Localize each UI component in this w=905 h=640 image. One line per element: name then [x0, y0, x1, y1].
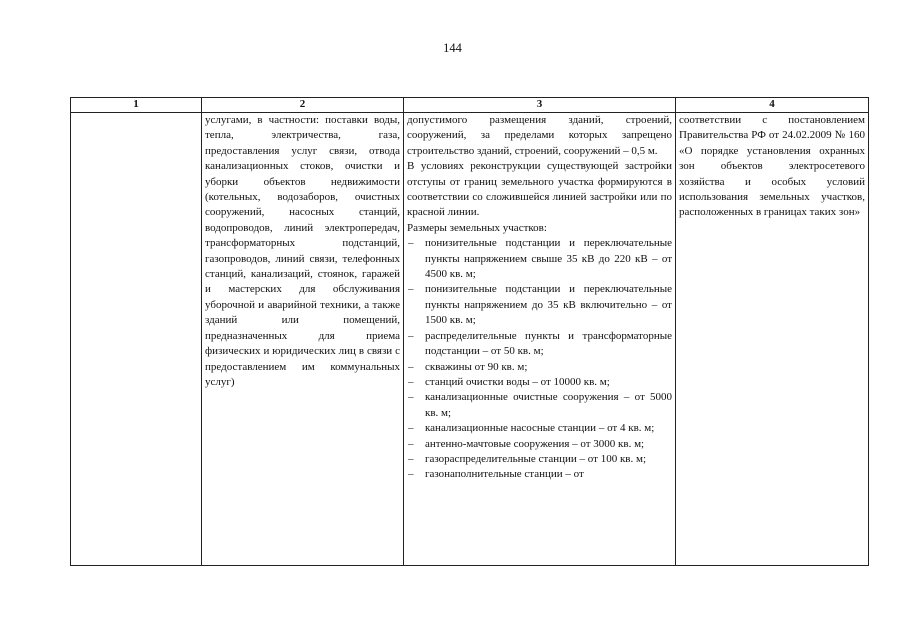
- cell-col-1: [71, 113, 202, 566]
- cell-col-4: [676, 113, 869, 566]
- column-header-3: 3: [404, 98, 676, 113]
- list-item: – антенно-мачтовые сооружения – от 3000 кв. м;: [408, 437, 645, 450]
- list-item: – канализационные насосные станции – от 4 кв. м;: [408, 422, 655, 435]
- reconstruction-paragraph: В условиях реконструкции существующей застройки отступы от границ земельного участка формируются в соответствии со сложившейся линией застройки или по красной линии.: [407, 160, 672, 219]
- list-item: – газораспределительные станции – от 100 кв. м;: [408, 452, 646, 465]
- list-item: – распределительные пункты и трансформаторные подстанции – от 50 кв. м;: [408, 329, 672, 358]
- table-row: [71, 113, 869, 566]
- setback-paragraph: допустимого размещения зданий, строений, сооружений, за пределами которых запрещено строительство зданий, строений, сооружений – 0,5 м.: [407, 114, 672, 157]
- plot-sizes-list: [407, 236, 672, 483]
- cell-col-3: [404, 113, 676, 566]
- list-item: – канализационные очистные сооружения – от 5000 кв. м;: [408, 391, 672, 419]
- permitted-uses-text: услугами, в частности: поставки воды, тепла, электричества, газа, предоставления услуг связи, отвода канализационных стоков, очистки и уборки объектов недвижимости (котельных, водозаборов, очистных сооружений, насосных станций, водопроводов, линий электропередач, трансформаторных подстанций, газопроводов, линий связи, телефонных станций, канализаций, стоянок, гаражей и мастерских для обслуживания уборочной и аварийной техники, а также зданий или помещений, предназначенных для приема физических и юридических лиц в связи с предоставлением им коммунальных услуг): [205, 114, 400, 388]
- parameters-text: [407, 113, 672, 483]
- plot-sizes-heading: Размеры земельных участков:: [407, 221, 547, 234]
- list-item: – станций очистки воды – от 10000 кв. м;: [408, 375, 610, 388]
- regulations-table: [70, 97, 869, 566]
- regulation-reference-text: соответствии с постановлением Правительства РФ от 24.02.2009 № 160 «О порядке установления охранных зон объектов электросетевого хозяйства и особых условий использования земельных участков, расположенных в границах таких зон»: [679, 114, 865, 219]
- cell-col-2: [202, 113, 404, 566]
- column-header-2: 2: [202, 98, 404, 113]
- list-item: – понизительные подстанции и переключательные пункты напряжением до 35 кВ включительно – от 1500 кв. м;: [408, 283, 672, 327]
- column-header-1: 1: [71, 98, 202, 113]
- page-number: 144: [443, 41, 462, 55]
- list-item: – скважины от 90 кв. м;: [408, 360, 528, 373]
- list-item: – понизительные подстанции и переключательные пункты напряжением свыше 35 кВ до 220 кВ – от 4500 кв. м;: [408, 237, 672, 281]
- list-item: – газонаполнительные станции – от: [408, 468, 584, 481]
- column-header-4: 4: [676, 98, 869, 113]
- table-header-row: [71, 98, 869, 113]
